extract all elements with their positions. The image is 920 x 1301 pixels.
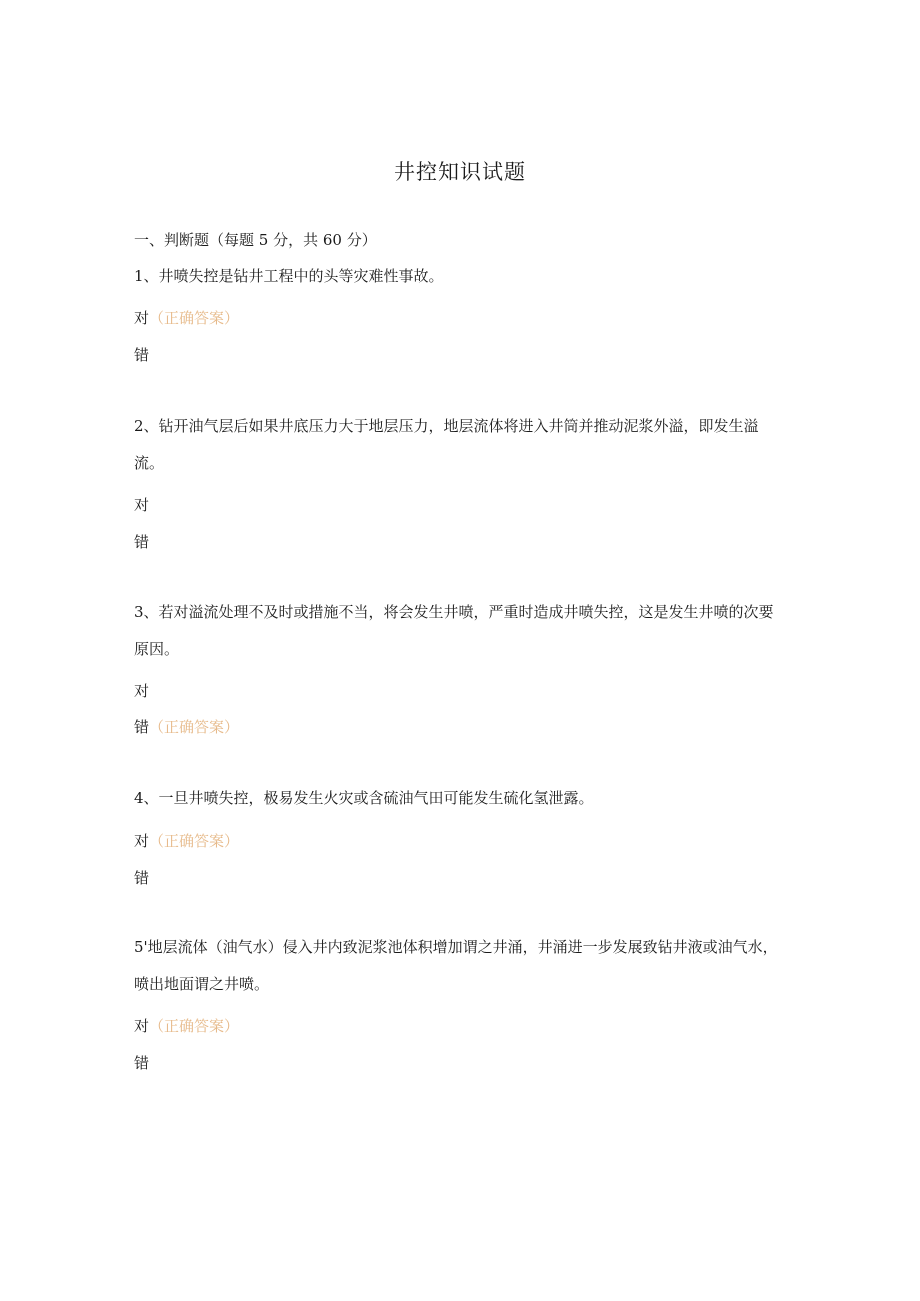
correct-answer-mark: （正确答案） [149, 718, 240, 736]
question-4 [134, 780, 784, 817]
question-5 [134, 929, 784, 1003]
option-true[interactable] [134, 831, 784, 851]
correct-answer-mark: （正确答案） [149, 832, 240, 850]
question-2-options [134, 495, 784, 515]
question-text: 4、一旦井喷失控，极易发生火灾或含硫油气田可能发生硫化氢泄露。 [134, 789, 594, 807]
question-text: 2、钻开油气层后如果井底压力大于地层压力，地层流体将进入井筒并推动泥浆外溢，即发生溢流。 [134, 417, 759, 472]
question-2 [134, 408, 784, 482]
question-3-options-2 [134, 717, 784, 737]
question-1 [134, 258, 784, 295]
option-label: 错 [134, 869, 150, 887]
correct-answer-mark: （正确答案） [149, 309, 240, 327]
question-text: 1、井喷失控是钻井工程中的头等灾难性事故。 [134, 267, 444, 285]
question-text: 3、若对溢流处理不及时或措施不当，将会发生井喷，严重时造成井喷失控，这是发生井喷的次要原因。 [134, 603, 774, 658]
option-false[interactable] [134, 717, 784, 737]
option-label: 错 [134, 346, 150, 364]
option-label: 对 [134, 1017, 150, 1035]
option-label: 对 [134, 682, 150, 700]
question-text: 5'地层流体（油气水）侵入井内致泥浆池体积增加谓之井涌，井涌进一步发展致钻井液或油气水，喷出地面谓之井喷。 [134, 938, 778, 993]
question-5-options [134, 1016, 784, 1036]
option-true[interactable] [134, 308, 784, 328]
option-label: 错 [134, 533, 150, 551]
option-true[interactable] [134, 495, 784, 515]
question-4-options [134, 831, 784, 851]
option-false[interactable] [134, 868, 784, 888]
question-2-options-2 [134, 532, 784, 552]
question-3-options [134, 681, 784, 701]
option-label: 对 [134, 832, 150, 850]
option-label: 错 [134, 1054, 150, 1072]
page-title: 井控知识试题 [394, 160, 526, 184]
question-3 [134, 594, 784, 668]
option-label: 错 [134, 718, 150, 736]
option-label: 对 [134, 496, 150, 514]
option-false[interactable] [134, 345, 784, 365]
option-true[interactable] [134, 681, 784, 701]
question-4-options-2 [134, 868, 784, 888]
question-1-options-2 [134, 345, 784, 365]
question-1-options [134, 308, 784, 328]
section-heading: 一、判断题（每题 5 分，共 60 分） [134, 231, 377, 249]
question-5-options-2 [134, 1053, 784, 1073]
correct-answer-mark: （正确答案） [149, 1017, 240, 1035]
option-true[interactable] [134, 1016, 784, 1036]
option-false[interactable] [134, 1053, 784, 1073]
option-false[interactable] [134, 532, 784, 552]
option-label: 对 [134, 309, 150, 327]
